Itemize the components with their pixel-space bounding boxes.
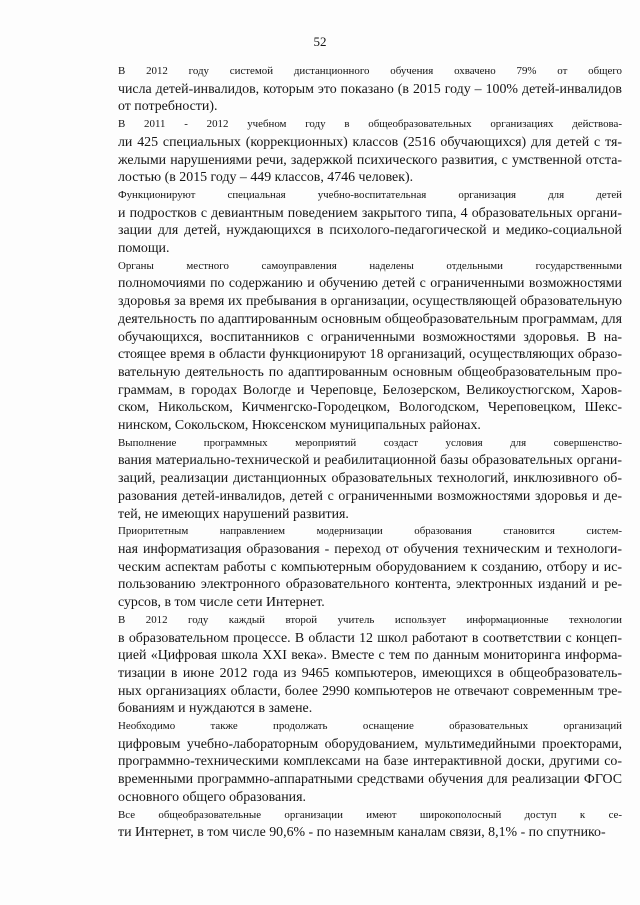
text-line: в образовательном процессе. В области 12 школ работают в соответствии с концеп- <box>118 630 622 646</box>
text-line: основного общего образования. <box>118 789 306 805</box>
text-line: ли 425 специальных (коррекционных) классов (2516 обучающихся) для детей с тя- <box>118 134 622 150</box>
text-line: В 2012 году системой дистанционного обучения охвачено 79% от общего <box>118 65 622 77</box>
text-line: бованиям и нуждаются в замене. <box>118 701 313 717</box>
text-line: пользованию электронного образовательного контента, электронных изданий и ре- <box>118 577 622 593</box>
text-line: зации для детей, нуждающихся в психолого-педагогической и медико-социальной <box>118 223 622 239</box>
text-line: Органы местного самоуправления наделены отдельными государственными <box>118 259 622 272</box>
text-line: нинском, Сокольском, Нюксенском муниципальных районах. <box>118 418 481 434</box>
text-line: тей, не имеющих нарушений развития. <box>118 506 349 522</box>
text-line: ческим аспектам работы с компьютерным оборудованием к созданию, отбору и ис- <box>118 559 622 575</box>
text-line: числа детей-инвалидов, которым это показано (в 2015 году – 100% детей-инвалидов <box>118 81 622 97</box>
text-line: В 2012 году каждый второй учитель использует информационные технологии <box>118 613 622 626</box>
text-line: цифровым учебно-лабораторным оборудованием, мультимедийными проекторами, <box>118 736 622 752</box>
paragraph <box>88 718 622 807</box>
text-line: программно-техническими комплексами на базе интерактивной доски, другими со- <box>118 754 622 770</box>
text-line: цией «Цифровая школа XXI века». Вместе с тем по данным мониторинга информа- <box>118 648 622 664</box>
text-line: граммам, в городах Вологде и Череповце, Белозерском, Великоустюгском, Харов- <box>118 382 622 398</box>
text-line: лостью (в 2015 году – 449 классов, 4746 человек). <box>118 170 414 186</box>
text-line: желыми нарушениями речи, задержкой психического развития, с умственной отста- <box>118 152 622 168</box>
text-line: обучающихся, воспитанников с ограниченными возможностями здоровья. В на- <box>118 329 622 345</box>
paragraph <box>88 258 622 435</box>
text-line: вания материально-технической и реабилитационной базы образовательных органи- <box>118 453 622 469</box>
text-line: полномочиями по содержанию и обучению детей с ограниченными возможностями <box>118 276 622 292</box>
text-line: Необходимо также продолжать оснащение образовательных организаций <box>118 720 622 733</box>
text-line: от потребности). <box>118 99 218 115</box>
text-line: временными программно-аппаратными средствами обучения для реализации ФГОС <box>118 772 622 788</box>
page-number: 52 <box>313 34 327 49</box>
text-line: сурсов, в том числе сети Интернет. <box>118 595 325 611</box>
text-line: Функционируют специальная учебно-воспитательная организация для детей <box>118 188 622 201</box>
text-line: ском, Никольском, Кичменгско-Городецком, Вологодском, Череповецком, Шекс- <box>118 400 622 416</box>
text-line: тизации в июне 2012 года из 9465 компьютеров, имеющихся в общеобразователь- <box>118 665 622 681</box>
document-body <box>88 63 622 842</box>
text-line: и подростков с девиантным поведением закрытого типа, 4 образовательных органи- <box>118 205 622 221</box>
text-line: деятельность по адаптированным основным общеобразовательным программам, для <box>118 311 622 327</box>
text-line: здоровья за время их пребывания в организации, осуществляющей образовательную <box>118 294 622 310</box>
paragraph <box>88 523 622 612</box>
paragraph <box>88 807 622 842</box>
text-line: помощи. <box>118 241 170 257</box>
text-line: стоящее время в области функционируют 18 организаций, осуществляющих образо- <box>118 347 622 363</box>
paragraph <box>88 63 622 116</box>
text-line: разования детей-инвалидов, детей с ограниченными возможностями здоровья и де- <box>118 488 622 504</box>
paragraph <box>88 612 622 718</box>
text-line: заций, реализации дистанционных образовательных технологий, инклюзивного об- <box>118 471 622 487</box>
text-line: Выполнение программных мероприятий создаст условия для совершенство- <box>118 436 622 449</box>
text-line: ная информатизация образования - переход от обучения техническим и технологи- <box>118 541 622 557</box>
text-line: В 2011 - 2012 учебном году в общеобразовательных организациях действова- <box>118 118 622 131</box>
paragraph <box>88 187 622 258</box>
text-line: Все общеобразовательные организации имеют широкополосный доступ к се- <box>118 808 622 821</box>
text-line: вательную деятельность по адаптированным основным общеобразовательным про- <box>118 364 622 380</box>
paragraph <box>88 435 622 524</box>
text-line: ных организациях области, более 2990 компьютеров не отвечают современным тре- <box>118 683 622 699</box>
text-line: ти Интернет, в том числе 90,6% - по наземным каналам связи, 8,1% - по спутнико- <box>118 825 606 841</box>
text-line: Приоритетным направлением модернизации образования становится систем- <box>118 525 622 538</box>
paragraph <box>88 116 622 187</box>
